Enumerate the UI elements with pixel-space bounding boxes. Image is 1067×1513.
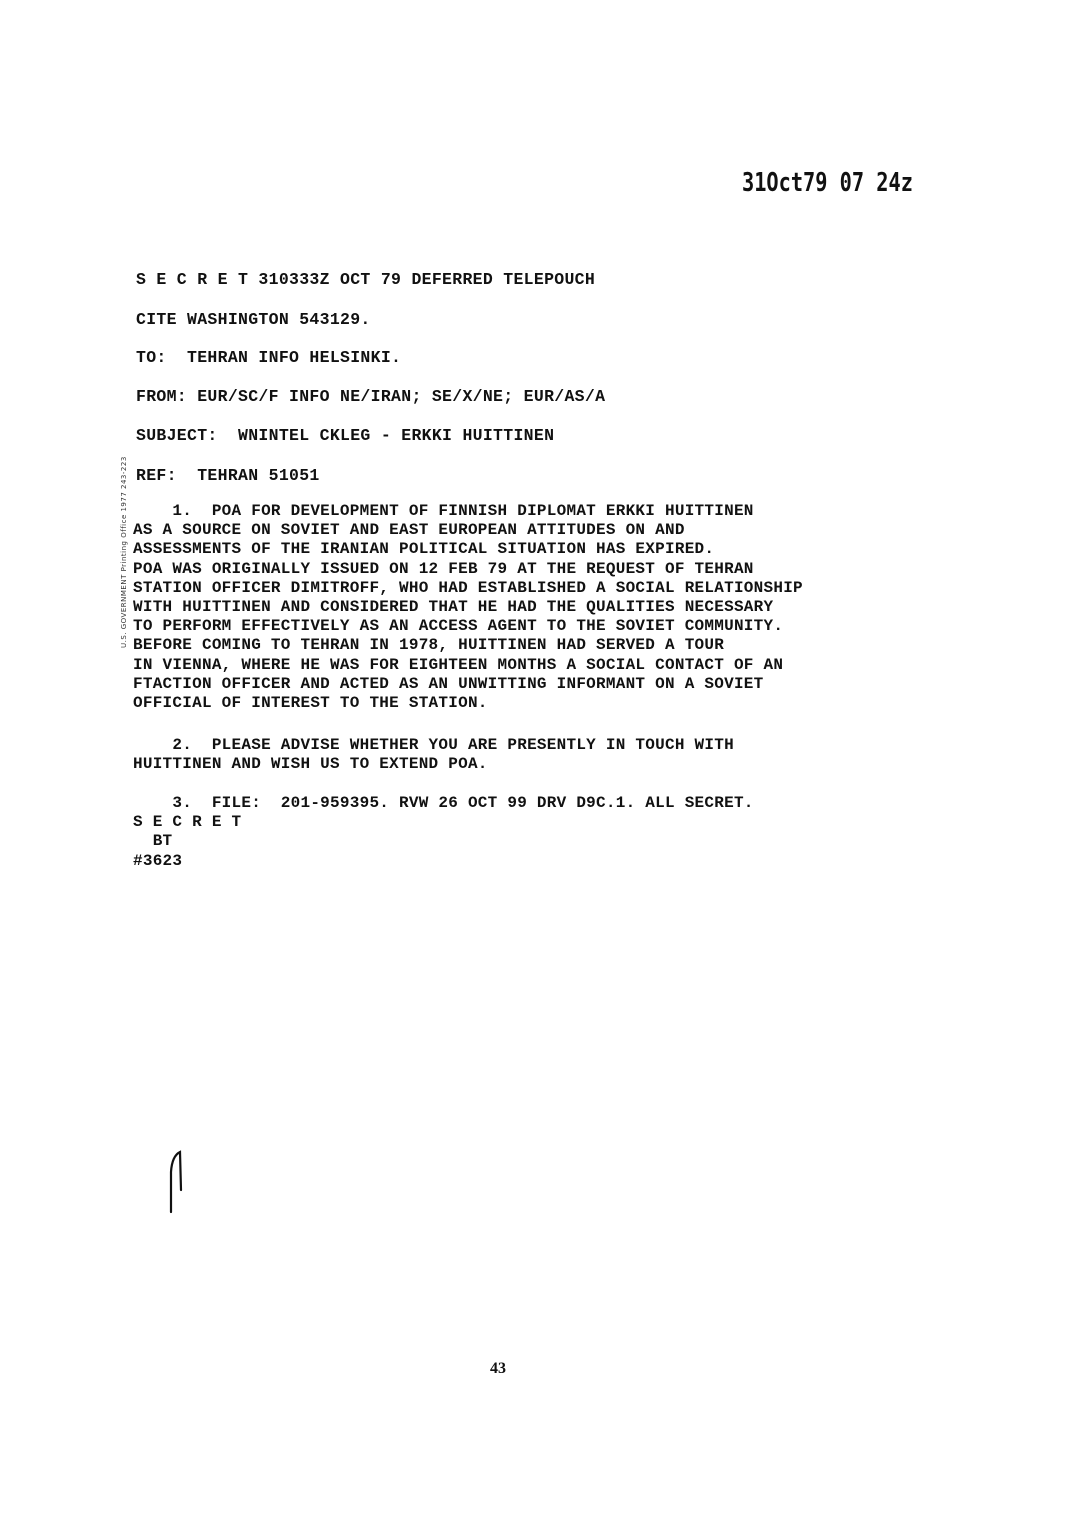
handwritten-mark-icon: [168, 1150, 186, 1214]
date-time-stamp: 31Oct79 07 24z: [742, 168, 913, 198]
page-number: 43: [490, 1360, 506, 1377]
paragraph-1: 1. POA FOR DEVELOPMENT OF FINNISH DIPLOMAT ERKKI HUITTINEN AS A SOURCE ON SOVIET AND EAST EUROPEAN ATTITUDES ON AND ASSESSMENTS OF THE IRANIAN POLITICAL SITUATION HAS EXPIRED. POA WAS ORIGINALLY ISSUED ON 12 FEB 79 AT THE REQUEST OF TEHRAN STATION OFFICER DIMITROFF, WHO HAD ESTABLISHED A SOCIAL RELATIONSHIP WITH HUITTINEN AND CONSIDERED THAT HE HAD THE QUALITIES NECESSARY TO PERFORM EFFECTIVELY AS AN ACCESS AGENT TO THE SOVIET COMMUNITY. BEFORE COMING TO TEHRAN IN 1978, HUITTINEN HAD SERVED A TOUR IN VIENNA, WHERE HE WAS FOR EIGHTEEN MONTHS A SOCIAL CONTACT OF AN FTACTION OFFICER AND ACTED AS AN UNWITTING INFORMANT ON A SOVIET OFFICIAL OF INTEREST TO THE STATION.: [133, 502, 803, 713]
paragraph-2: 2. PLEASE ADVISE WHETHER YOU ARE PRESENTLY IN TOUCH WITH HUITTINEN AND WISH US TO EXTEND POA.: [133, 736, 734, 774]
to-line: TO: TEHRAN INFO HELSINKI.: [136, 348, 402, 367]
printing-office-margin-note: U.S. GOVERNMENT Printing Office 1977 243-223: [120, 456, 128, 648]
from-line: FROM: EUR/SC/F INFO NE/IRAN; SE/X/NE; EUR/AS/A: [136, 387, 606, 406]
subject-line: SUBJECT: WNINTEL CKLEG - ERKKI HUITTINEN: [136, 426, 555, 445]
paragraph-3-and-footer: 3. FILE: 201-959395. RVW 26 OCT 99 DRV D9C.1. ALL SECRET. S E C R E T BT #3623: [133, 794, 754, 870]
ref-line: REF: TEHRAN 51051: [136, 466, 320, 485]
classification-header-line: S E C R E T 310333Z OCT 79 DEFERRED TELEPOUCH: [136, 270, 596, 289]
cite-line: CITE WASHINGTON 543129.: [136, 310, 371, 329]
